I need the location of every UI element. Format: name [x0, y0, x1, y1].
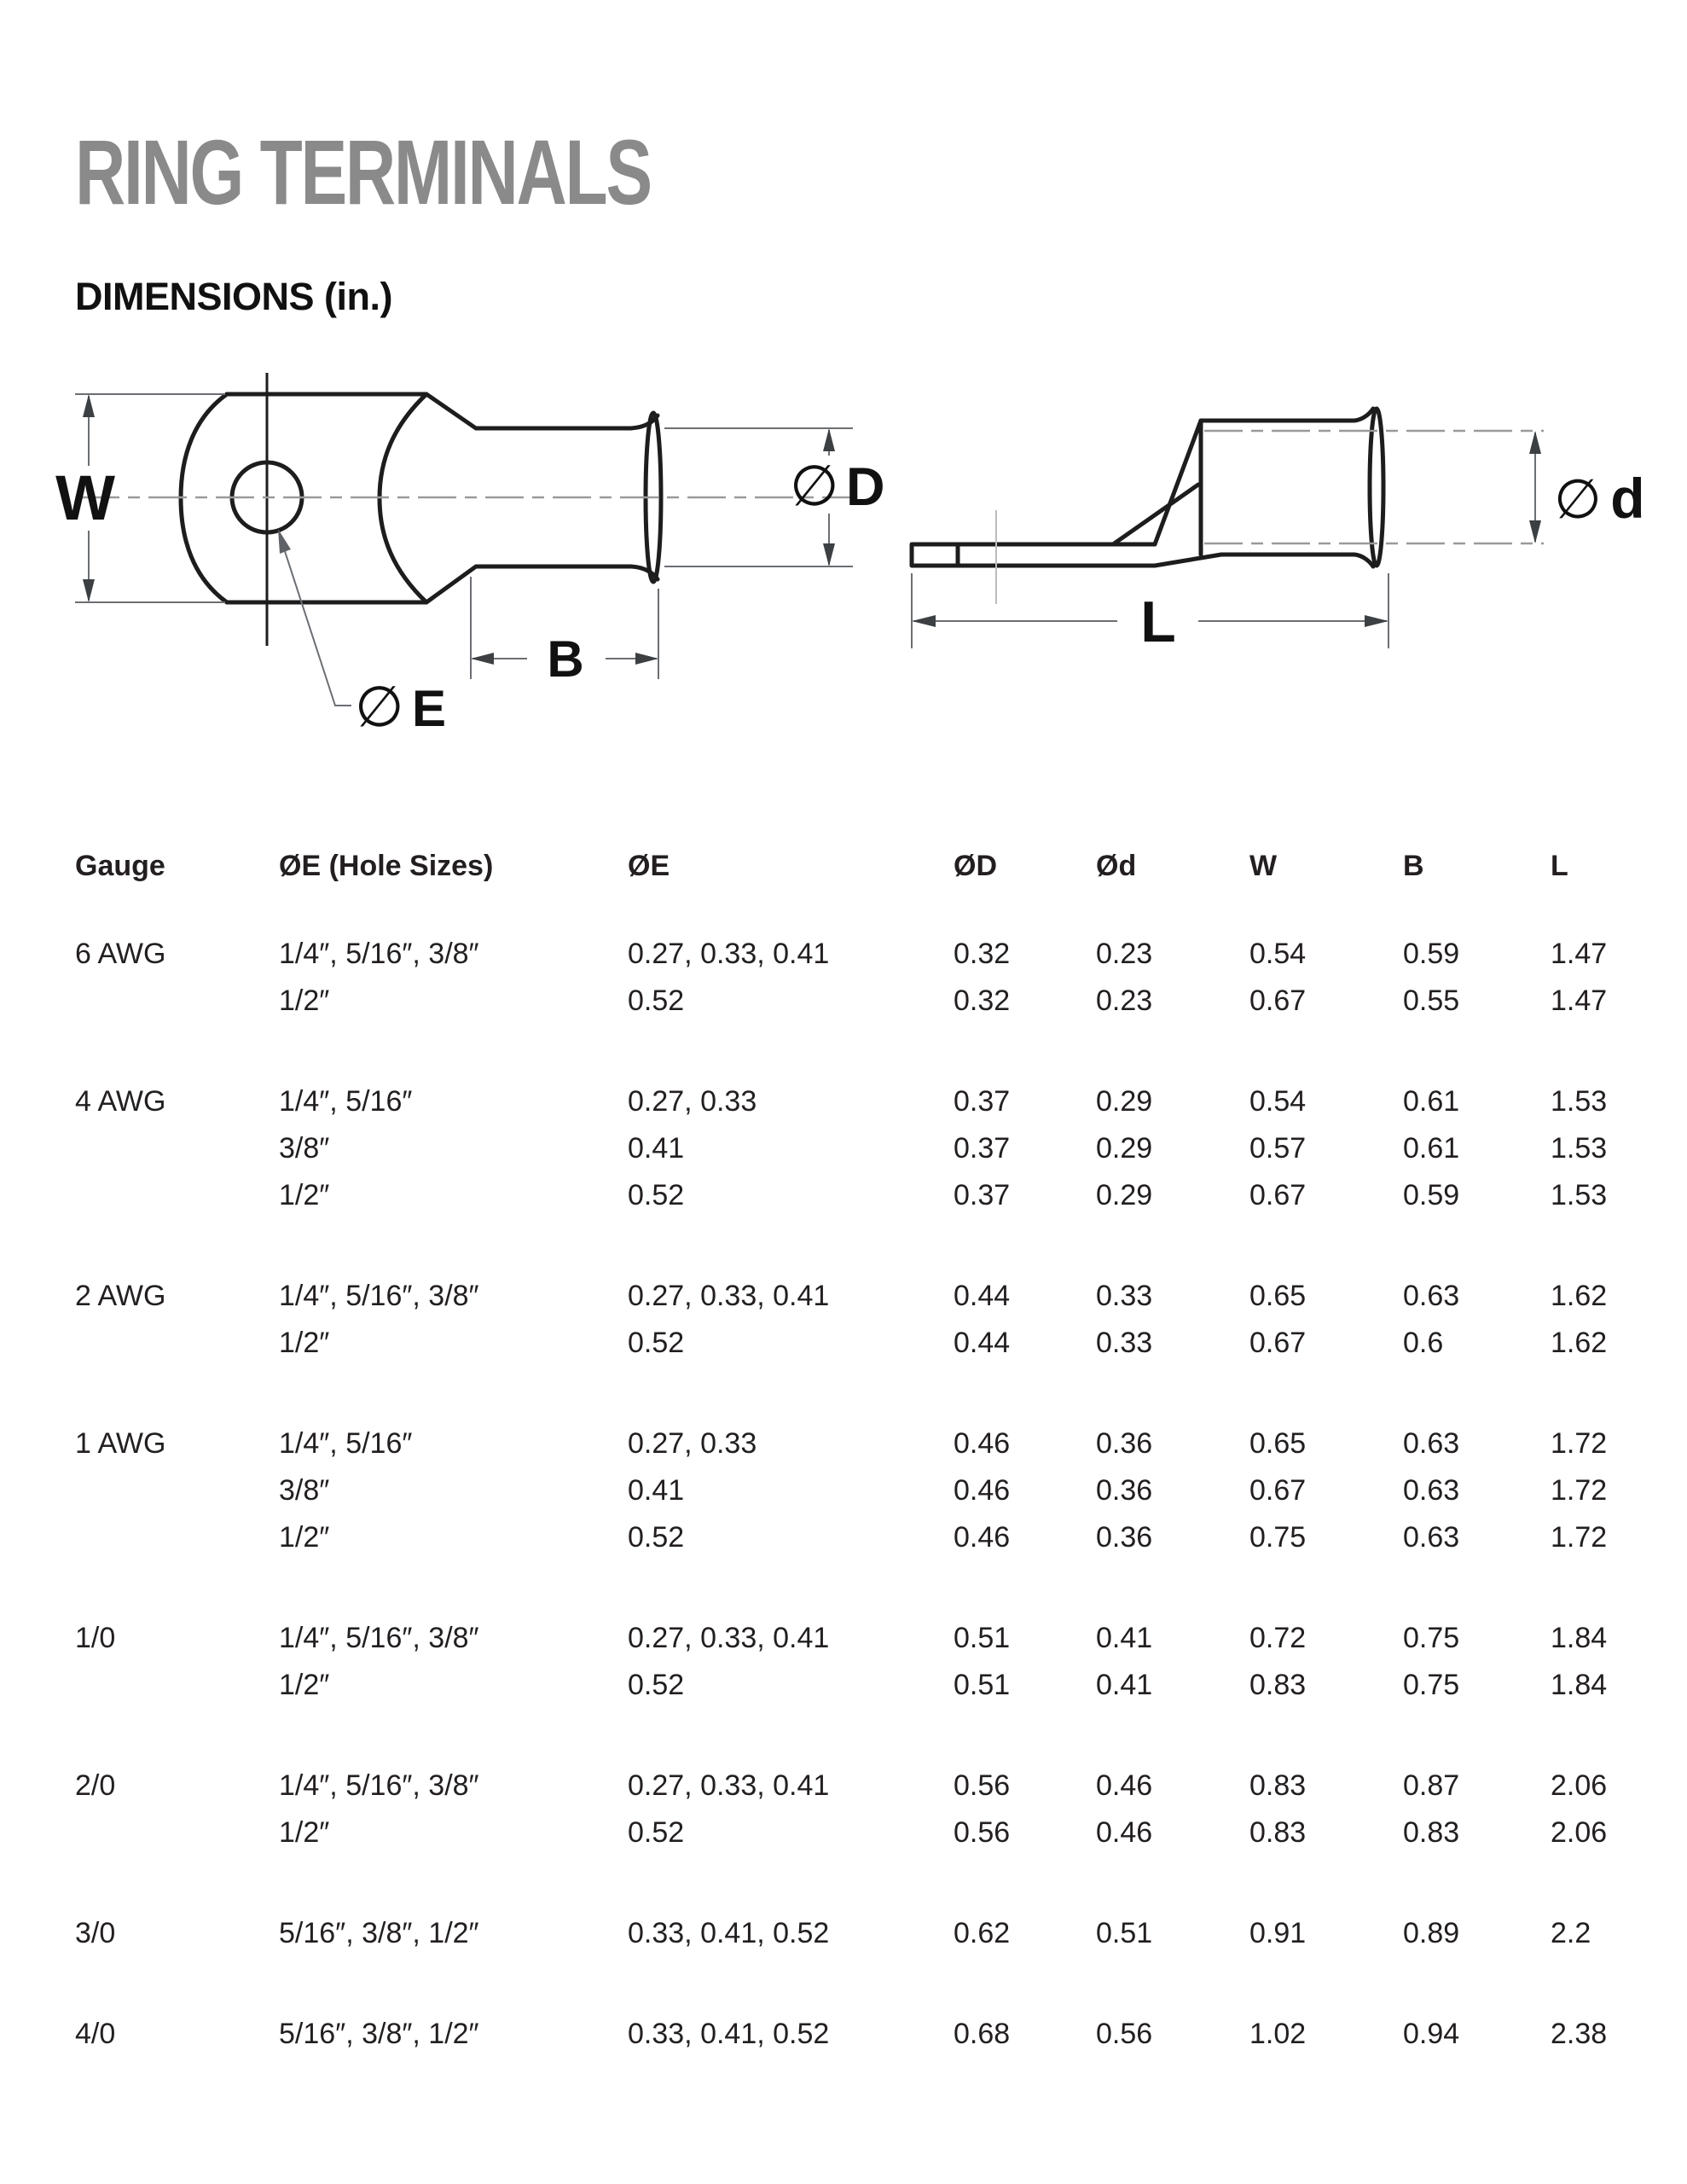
column-header-hole-sizes: ØE (Hole Sizes): [279, 850, 494, 882]
b-cell: 0.61: [1403, 1132, 1460, 1165]
hole-sizes-cell: 1/4″, 5/16″, 3/8″: [279, 1280, 479, 1312]
hole-sizes-cell: 1/2″: [279, 1327, 330, 1359]
oe-cell: 0.27, 0.33: [628, 1085, 757, 1118]
w-cell: 0.75: [1249, 1521, 1307, 1554]
b-cell: 0.89: [1403, 1917, 1460, 1949]
side-view-barrel-top: [1201, 409, 1373, 421]
table-row: [75, 1662, 1663, 1709]
od-cell: 0.51: [954, 1669, 1011, 1701]
b-cell: 0.83: [1403, 1816, 1460, 1849]
id-letter: d: [1610, 467, 1645, 530]
b-cell: 0.94: [1403, 2018, 1460, 2050]
oe-cell: 0.27, 0.33, 0.41: [628, 1622, 830, 1654]
od-cell: 0.56: [954, 1816, 1011, 1849]
hole-sizes-cell: 1/2″: [279, 1816, 330, 1849]
od-cell: 0.44: [954, 1327, 1011, 1359]
w-cell: 0.67: [1249, 985, 1307, 1017]
w-arrow-up: [83, 394, 95, 417]
id-arrow-down: [1529, 520, 1541, 543]
column-header-b: B: [1403, 850, 1424, 882]
w-cell: 0.54: [1249, 1085, 1307, 1118]
d-cell: 0.41: [1096, 1669, 1153, 1701]
b-cell: 0.75: [1403, 1669, 1460, 1701]
hole-sizes-cell: 1/2″: [279, 985, 330, 1017]
side-view-barrel-bottom: [1221, 555, 1373, 566]
hole-sizes-cell: 1/4″, 5/16″: [279, 1085, 413, 1118]
oe-cell: 0.52: [628, 1327, 685, 1359]
hole-sizes-cell: 3/8″: [279, 1474, 330, 1507]
ring-terminal-side-view-drawing: [912, 409, 1383, 566]
table-row: [75, 1514, 1663, 1561]
od-diameter-symbol: ∅: [790, 454, 839, 517]
d-cell: 0.29: [1096, 1179, 1153, 1211]
table-row: [75, 1078, 1663, 1125]
od-arrow-down: [823, 543, 835, 566]
w-dimension-label: W: [55, 462, 115, 533]
b-dimension-label: B: [547, 630, 584, 688]
oe-diameter-symbol: ∅: [355, 675, 404, 738]
gauge-cell: 4/0: [75, 2018, 116, 2050]
column-header-w: W: [1249, 850, 1278, 882]
dimensions-table: [75, 843, 1663, 2058]
hole-sizes-cell: 1/4″, 5/16″, 3/8″: [279, 1769, 479, 1802]
w-cell: 0.65: [1249, 1427, 1307, 1460]
w-cell: 0.67: [1249, 1327, 1307, 1359]
w-cell: 0.83: [1249, 1769, 1307, 1802]
d-cell: 0.56: [1096, 2018, 1153, 2050]
d-cell: 0.46: [1096, 1769, 1153, 1802]
table-body: [75, 931, 1663, 2058]
d-cell: 0.41: [1096, 1622, 1153, 1654]
b-cell: 0.63: [1403, 1427, 1460, 1460]
table-row: [75, 1320, 1663, 1367]
gauge-cell: 1 AWG: [75, 1427, 166, 1460]
l-cell: 1.53: [1551, 1132, 1608, 1165]
b-cell: 0.63: [1403, 1280, 1460, 1312]
hole-sizes-cell: 1/2″: [279, 1521, 330, 1554]
b-cell: 0.59: [1403, 1179, 1460, 1211]
table-row: [75, 2011, 1663, 2058]
gauge-cell: 3/0: [75, 1917, 116, 1949]
l-cell: 1.72: [1551, 1474, 1608, 1507]
oe-cell: 0.52: [628, 985, 685, 1017]
b-cell: 0.61: [1403, 1085, 1460, 1118]
oe-cell: 0.27, 0.33, 0.41: [628, 938, 830, 970]
w-cell: 0.67: [1249, 1179, 1307, 1211]
side-view-tongue: [912, 544, 1155, 566]
w-cell: 1.02: [1249, 2018, 1307, 2050]
od-cell: 0.44: [954, 1280, 1011, 1312]
l-cell: 1.62: [1551, 1327, 1608, 1359]
b-cell: 0.63: [1403, 1474, 1460, 1507]
d-cell: 0.36: [1096, 1521, 1153, 1554]
column-header-oe: ØE: [628, 850, 670, 882]
hole-sizes-cell: 1/4″, 5/16″, 3/8″: [279, 938, 479, 970]
l-cell: 1.84: [1551, 1669, 1608, 1701]
l-cell: 2.06: [1551, 1816, 1608, 1849]
l-cell: 2.2: [1551, 1917, 1591, 1949]
l-cell: 1.53: [1551, 1179, 1608, 1211]
l-cell: 1.47: [1551, 985, 1608, 1017]
dimension-diagrams: [0, 0, 1687, 776]
od-letter: D: [845, 457, 885, 517]
d-cell: 0.33: [1096, 1280, 1153, 1312]
w-cell: 0.65: [1249, 1280, 1307, 1312]
w-cell: 0.83: [1249, 1669, 1307, 1701]
oe-cell: 0.27, 0.33, 0.41: [628, 1769, 830, 1802]
l-cell: 1.72: [1551, 1521, 1608, 1554]
hole-sizes-cell: 5/16″, 3/8″, 1/2″: [279, 2018, 479, 2050]
side-view-barrel-rim: [1370, 409, 1383, 566]
w-arrow-down: [83, 579, 95, 602]
d-cell: 0.29: [1096, 1085, 1153, 1118]
table-row: [75, 1910, 1663, 1957]
d-cell: 0.29: [1096, 1132, 1153, 1165]
l-dimension-label: L: [1140, 590, 1176, 654]
b-arrow-right: [635, 653, 658, 665]
l-cell: 1.47: [1551, 938, 1608, 970]
od-arrow-up: [823, 428, 835, 451]
oe-cell: 0.52: [628, 1179, 685, 1211]
l-cell: 2.06: [1551, 1769, 1608, 1802]
od-dimension-label: [790, 454, 884, 517]
dimensions-heading: DIMENSIONS (in.): [75, 275, 392, 318]
b-cell: 0.6: [1403, 1327, 1444, 1359]
oe-cell: 0.27, 0.33, 0.41: [628, 1280, 830, 1312]
column-header-gauge: Gauge: [75, 850, 165, 882]
l-cell: 1.72: [1551, 1427, 1608, 1460]
b-cell: 0.87: [1403, 1769, 1460, 1802]
id-arrow-up: [1529, 431, 1541, 454]
oe-cell: 0.52: [628, 1521, 685, 1554]
oe-dimension-label: [355, 675, 446, 738]
od-cell: 0.68: [954, 2018, 1011, 2050]
l-cell: 2.38: [1551, 2018, 1608, 2050]
gauge-cell: 2 AWG: [75, 1280, 166, 1312]
oe-letter: E: [411, 680, 446, 737]
side-view-inner-diagonal: [1113, 485, 1198, 544]
oe-arrowhead: [278, 529, 291, 554]
page-title: RING TERMINALS: [75, 120, 651, 224]
od-cell: 0.62: [954, 1917, 1011, 1949]
w-cell: 0.67: [1249, 1474, 1307, 1507]
l-cell: 1.53: [1551, 1085, 1608, 1118]
top-view-outline-top: [227, 394, 658, 428]
d-cell: 0.23: [1096, 985, 1153, 1017]
od-cell: 0.46: [954, 1474, 1011, 1507]
od-cell: 0.46: [954, 1427, 1011, 1460]
b-cell: 0.63: [1403, 1521, 1460, 1554]
oe-cell: 0.52: [628, 1669, 685, 1701]
side-view-funnel-bottom: [1155, 555, 1221, 566]
od-cell: 0.37: [954, 1085, 1011, 1118]
od-cell: 0.32: [954, 985, 1011, 1017]
table-row: [75, 931, 1663, 978]
b-cell: 0.59: [1403, 938, 1460, 970]
column-header-d: Ød: [1096, 850, 1137, 882]
w-cell: 0.91: [1249, 1917, 1307, 1949]
l-arrow-right: [1365, 615, 1388, 627]
oe-cell: 0.33, 0.41, 0.52: [628, 1917, 830, 1949]
oe-cell: 0.27, 0.33: [628, 1427, 757, 1460]
od-cell: 0.37: [954, 1132, 1011, 1165]
hole-sizes-cell: 1/4″, 5/16″, 3/8″: [279, 1622, 479, 1654]
w-cell: 0.72: [1249, 1622, 1307, 1654]
gauge-cell: 4 AWG: [75, 1085, 166, 1118]
oe-leader-line: [281, 541, 351, 706]
table-row: [75, 1467, 1663, 1514]
table-row: [75, 1125, 1663, 1172]
gauge-cell: 2/0: [75, 1769, 116, 1802]
od-cell: 0.37: [954, 1179, 1011, 1211]
hole-sizes-cell: 5/16″, 3/8″, 1/2″: [279, 1917, 479, 1949]
oe-cell: 0.41: [628, 1474, 685, 1507]
b-cell: 0.55: [1403, 985, 1460, 1017]
table-row: [75, 1273, 1663, 1320]
table-header-row: [75, 843, 1663, 890]
oe-cell: 0.33, 0.41, 0.52: [628, 2018, 830, 2050]
gauge-cell: 1/0: [75, 1622, 116, 1654]
od-cell: 0.32: [954, 938, 1011, 970]
b-arrow-left: [471, 653, 494, 665]
b-cell: 0.75: [1403, 1622, 1460, 1654]
id-dimension-label: [1554, 467, 1645, 530]
column-header-od: ØD: [954, 850, 997, 882]
od-cell: 0.46: [954, 1521, 1011, 1554]
oe-cell: 0.41: [628, 1132, 685, 1165]
table-row: [75, 1420, 1663, 1467]
hole-sizes-cell: 1/2″: [279, 1179, 330, 1211]
hole-sizes-cell: 1/4″, 5/16″: [279, 1427, 413, 1460]
w-cell: 0.57: [1249, 1132, 1307, 1165]
oe-leader: [281, 541, 351, 706]
od-cell: 0.56: [954, 1769, 1011, 1802]
l-cell: 1.62: [1551, 1280, 1608, 1312]
od-cell: 0.51: [954, 1622, 1011, 1654]
side-view-outer-diagonal: [1155, 421, 1201, 544]
hole-sizes-cell: 3/8″: [279, 1132, 330, 1165]
d-cell: 0.23: [1096, 938, 1153, 970]
column-header-l: L: [1551, 850, 1568, 882]
l-arrow-left: [912, 615, 936, 627]
table-row: [75, 1615, 1663, 1662]
oe-cell: 0.52: [628, 1816, 685, 1849]
hole-sizes-cell: 1/2″: [279, 1669, 330, 1701]
d-cell: 0.36: [1096, 1474, 1153, 1507]
table-row: [75, 1763, 1663, 1809]
d-cell: 0.36: [1096, 1427, 1153, 1460]
table-row: [75, 1172, 1663, 1219]
gauge-cell: 6 AWG: [75, 938, 166, 970]
w-cell: 0.54: [1249, 938, 1307, 970]
table-row: [75, 978, 1663, 1025]
w-cell: 0.83: [1249, 1816, 1307, 1849]
d-cell: 0.46: [1096, 1816, 1153, 1849]
id-diameter-symbol: ∅: [1554, 468, 1602, 530]
table-row: [75, 1809, 1663, 1856]
d-cell: 0.33: [1096, 1327, 1153, 1359]
l-cell: 1.84: [1551, 1622, 1608, 1654]
d-cell: 0.51: [1096, 1917, 1153, 1949]
